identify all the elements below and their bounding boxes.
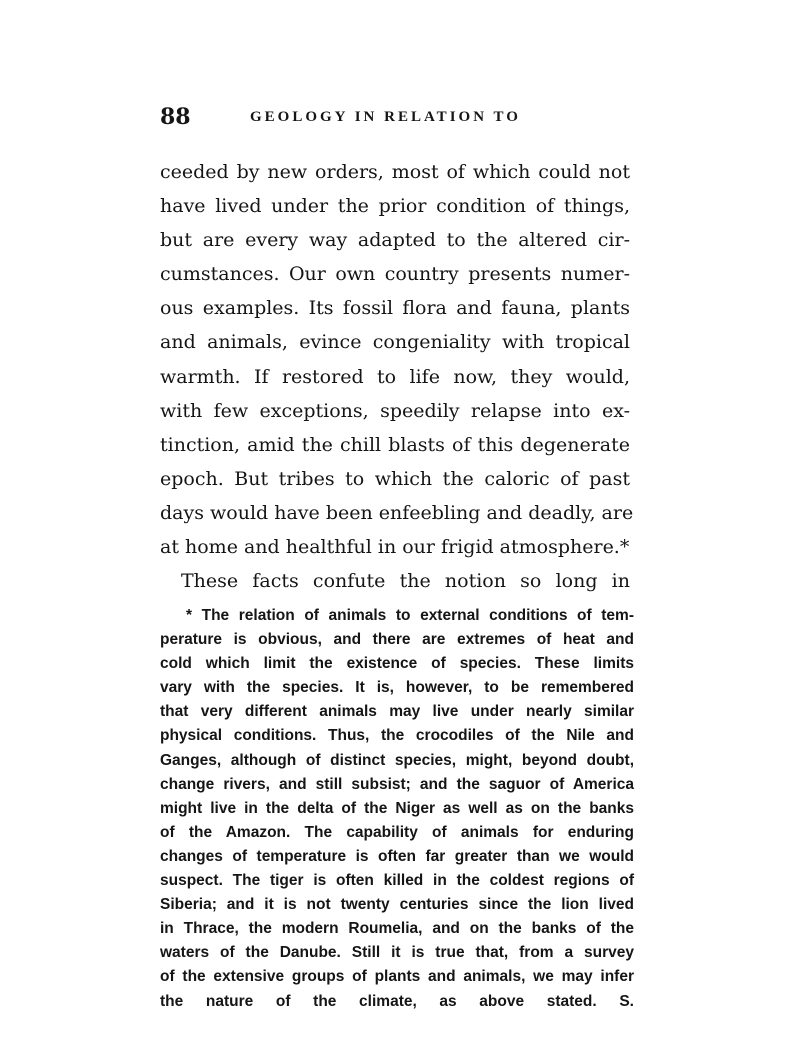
footnote-line: vary with the species. It is, however, to be remembered (160, 679, 634, 697)
footnote-line: changes of temperature is often far greater than we would (160, 847, 634, 865)
footnote-line: suspect. The tiger is often killed in the coldest regions of (160, 872, 634, 890)
footnote-line: cold which limit the existence of species. These limits (160, 655, 634, 673)
footnote-line: might live in the delta of the Niger as well as on the banks (160, 799, 634, 817)
body-text (160, 155, 634, 598)
footnote-line: change rivers, and still subsist; and the saguor of America (160, 775, 634, 793)
body-line: days would have been enfeebling and deadly, are (160, 501, 634, 524)
footnote-line: of the extensive groups of plants and animals, we may infer (160, 968, 634, 986)
body-line: and animals, evince congeniality with tropical (160, 331, 630, 354)
body-line: at home and healthful in our frigid atmosphere.* (160, 536, 630, 559)
footnote (160, 604, 634, 1014)
footnote-line: physical conditions. Thus, the crocodiles of the Nile and (160, 727, 634, 745)
footnote-line: perature is obvious, and there are extremes of heat and (160, 631, 634, 649)
footnote-line: * The relation of animals to external conditions of tem- (186, 607, 634, 624)
body-line: ceeded by new orders, most of which could not (160, 161, 630, 183)
footnote-line-signature: the nature of the climate, as above stated. S. (160, 992, 634, 1010)
page-number: 88 (160, 104, 191, 130)
footnote-line: Ganges, although of distinct species, might, beyond doubt, (160, 751, 634, 769)
running-title: GEOLOGY IN RELATION TO (250, 109, 521, 125)
body-line: with few exceptions, speedily relapse into ex- (160, 399, 630, 422)
body-line: have lived under the prior condition of things, (160, 195, 630, 218)
body-line: epoch. But tribes to which the caloric of past (160, 467, 630, 490)
footnote-line: of the Amazon. The capability of animals for enduring (160, 823, 634, 841)
body-line: cumstances. Our own country presents numer- (160, 263, 630, 286)
body-line: ous examples. Its fossil flora and fauna, plants (160, 297, 630, 320)
footnote-line: waters of the Danube. Still it is true that, from a survey (160, 944, 634, 962)
footnote-line: in Thrace, the modern Roumelia, and on the banks of the (160, 920, 634, 938)
footnote-line: that very different animals may live under nearly similar (160, 703, 634, 721)
body-line: tinction, amid the chill blasts of this degenerate (160, 433, 630, 456)
body-line: but are every way adapted to the altered cir- (160, 229, 630, 252)
body-line-paragraph-start: These facts confute the notion so long in (181, 570, 630, 593)
footnote-line: Siberia; and it is not twenty centuries since the lion lived (160, 896, 634, 914)
body-line: warmth. If restored to life now, they would, (160, 365, 630, 388)
